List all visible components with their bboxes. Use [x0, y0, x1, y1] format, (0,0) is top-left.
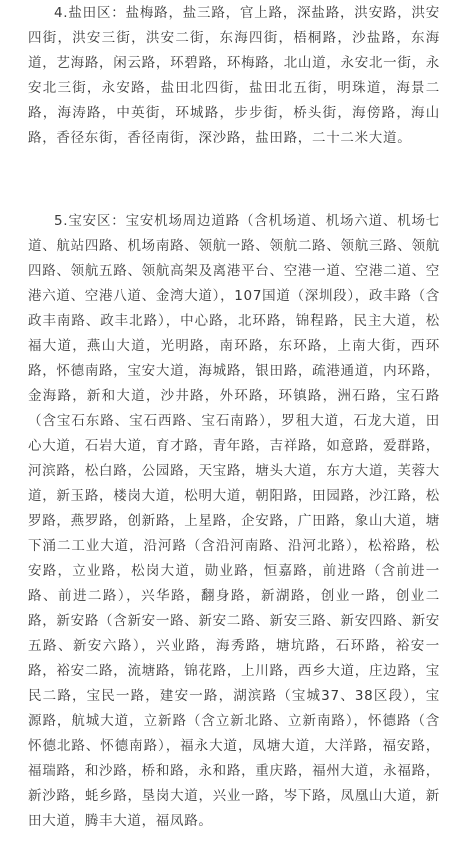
section-yantian-district: 4.盐田区：盐梅路，盐三路，官上路，深盐路，洪安路，洪安四街，洪安三街，洪安二街，东海四街，梧桐路，沙盐路，东海道，艺海路，闲云路，环碧路，环梅路，北山道，永安北一街，永安北三街，永安路，盐田北四街，盐田北五街，明珠道，海景二路，海涛路，中英街，环城路，步步街，桥头街，海傍路，海山路，香径东街，香径南街，深沙路，盐田路，二十二米大道。	[28, 5, 440, 146]
section-baoan-district: 5.宝安区：宝安机场周边道路（含机场道、机场六道、机场七道、航站四路、机场南路、领航一路、领航二路、领航三路、领航四路、领航五路、领航高架及离港平台、空港一道、空港二道、空港六道、空港八道、金湾大道），107国道（深圳段），政丰路（含政丰南路、政丰北路），中心路，北环路，锦程路，民主大道，松福大道，燕山大道，光明路，南环路，东环路，上南大街，西环路，怀德南路，宝安大道，海城路，银田路，疏港通道，内环路，金海路，新和大道，沙井路，外环路，环镇路，洲石路，宝石路（含宝石东路、宝石西路、宝石南路），罗租大道，石龙大道，田心大道，石岩大道，育才路，青年路，吉祥路，如意路，爱群路，河滨路，松白路，公园路，天宝路，塘头大道，东方大道，芙蓉大道，新玉路，楼岗大道，松明大道，朝阳路，田园路，沙江路，松罗路，燕罗路，创新路，上星路，企安路，广田路，象山大道，塘下涌二工业大道，沿河路（含沿河南路、沿河北路），松裕路，松安路，立业路，松岗大道，勋业路，恒嘉路，前进路（含前进一路、前进二路），兴华路，翻身路，新湖路，创业一路，创业二路，新安路（含新安一路、新安二路、新安三路、新安四路、新安五路、新安六路），兴业路，海秀路，塘坑路，石环路，裕安一路，裕安二路，流塘路，锦花路，上川路，西乡大道，庄边路，宝民二路，宝民一路，建安一路，湖滨路（宝城37、38区段），宝源路，航城大道，立新路（含立新北路、立新南路），怀德路（含怀德北路、怀德南路），福永大道，凤塘大道，大洋路，福安路，福瑞路，和沙路，桥和路，永和路，重庆路，福州大道，永福路，新沙路，蚝乡路，垦岗大道，兴业一路，岑下路，凤凰山大道，新田大道，腾丰大道，福凤路。	[28, 213, 440, 829]
